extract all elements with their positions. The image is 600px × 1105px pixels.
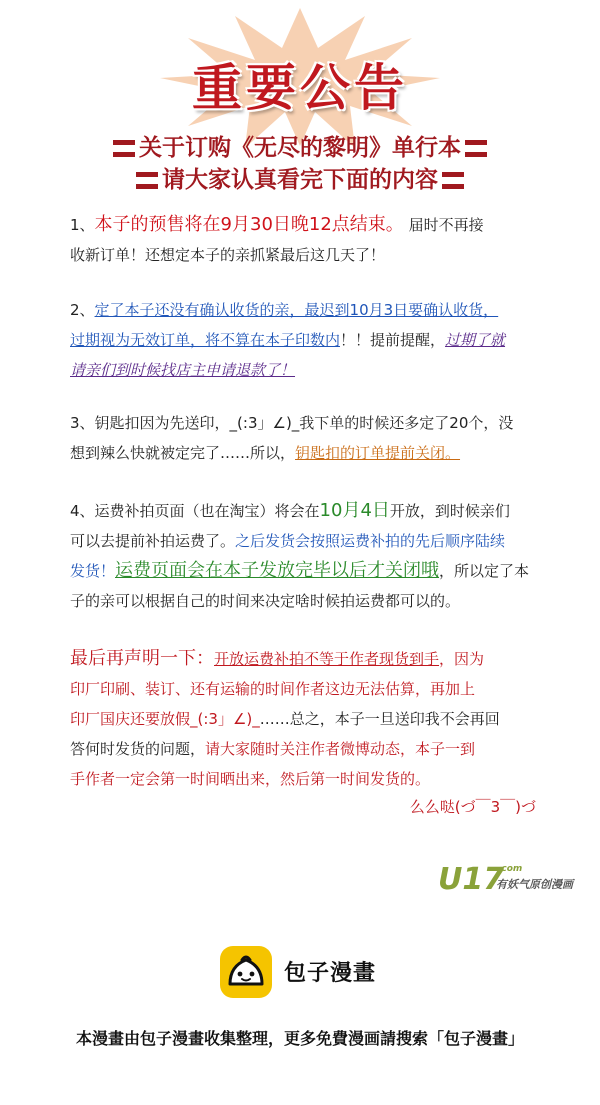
u17-domain: .com	[498, 864, 523, 874]
item-number: 2、	[70, 301, 95, 319]
invalid-order-text: 过期视为无效订单，将不算在本子印数内	[70, 331, 341, 349]
paragraph-text: 子的亲可以根据自己的时间来决定啥时候拍运费都可以的。	[70, 592, 461, 610]
paragraph-text: 想到辣么快就被定完了……所以，	[70, 444, 296, 462]
paragraph-text: 可以去提前补拍运费了。	[70, 532, 236, 550]
paragraph-text: ，因为	[439, 650, 485, 668]
paragraph-text: ！！提前提醒，	[340, 331, 446, 349]
subtitle-text-2: 请大家认真看完下面的内容	[162, 167, 438, 193]
footer-note: 本漫畫由包子漫畫收集整理，更多免費漫画請搜索「包子漫畫」	[75, 1029, 524, 1048]
open-date-text: 10月4日	[319, 500, 390, 521]
shipping-order-text: 发货！	[70, 562, 116, 580]
paragraph-text: 印厂国庆还要放假_(:3」∠)_	[70, 710, 260, 728]
notice-paragraph-1	[70, 210, 538, 270]
refund-text: 请亲们到时候找店主申请退款了！	[70, 361, 296, 379]
signature-text: 么么哒(づ￣3￣)づ	[409, 798, 536, 816]
item-number: 1、	[70, 216, 95, 234]
paragraph-text: 手作者一定会第一时间晒出来，然后第一时间发货的。	[70, 770, 431, 788]
paragraph-text: 收新订单！还想定本子的亲抓紧最后这几天了！	[70, 246, 386, 264]
bar-divider-icon	[442, 172, 464, 189]
paragraph-text: ……总之，本子一旦送印我不会再回	[259, 710, 500, 728]
not-in-stock-text: 开放运费补拍不等于作者现货到手	[214, 650, 440, 668]
notice-paragraph-2	[70, 295, 538, 385]
bar-divider-icon	[465, 140, 487, 157]
subtitle-text-1: 关于订购《无尽的黎明》单行本	[139, 135, 461, 161]
weibo-follow-text: 请大家随时关注作者微博动态，本子一到	[205, 740, 476, 758]
notice-paragraph-3	[70, 408, 538, 468]
paragraph-text: ，所以定了本	[439, 562, 530, 580]
paragraph-text: 4、运费补拍页面（也在淘宝）将会在	[70, 502, 320, 520]
baozi-logo-icon	[220, 946, 272, 998]
paragraph-text: 答何时发货的问题，	[70, 740, 206, 758]
keychain-closed-text: 钥匙扣的订单提前关闭。	[295, 444, 461, 462]
notice-paragraph-4	[70, 496, 538, 616]
confirm-receipt-text: 定了本子还没有确认收货的亲，最迟到10月3日要确认收货，	[94, 301, 499, 319]
final-lead: 最后再声明一下：	[70, 648, 214, 669]
u17-watermark	[438, 862, 588, 896]
paragraph-text: 开放，到时候亲们	[389, 502, 510, 520]
bar-divider-icon	[136, 172, 158, 189]
final-statement	[70, 644, 538, 794]
paragraph-text: 3、钥匙扣因为先送印，_(:3」∠)_我下单的时候还多定了20个，没	[70, 414, 514, 432]
presale-end-text: 本子的预售将在9月30日晚12点结束。	[94, 214, 404, 235]
paragraph-text: 届时不再接	[408, 216, 484, 234]
paragraph-text: 印厂印刷、装订、还有运输的时间作者这边无法估算，再加上	[70, 680, 476, 698]
u17-slogan: 有妖气原创漫画	[496, 878, 573, 891]
page-title: 重要公告	[192, 58, 408, 117]
bar-divider-icon	[113, 140, 135, 157]
app-name: 包子漫畫	[284, 961, 377, 986]
subtitle-line-1	[0, 129, 600, 162]
refund-text: 过期了就	[445, 331, 506, 349]
page-close-text: 运费页面会在本子发放完毕以后才关闭哦	[115, 560, 440, 581]
subtitle-line-2	[0, 161, 600, 194]
shipping-order-text: 之后发货会按照运费补拍的先后顺序陆续	[235, 532, 506, 550]
bun-face-icon	[220, 946, 272, 998]
u17-logo-text: U17	[438, 862, 505, 897]
